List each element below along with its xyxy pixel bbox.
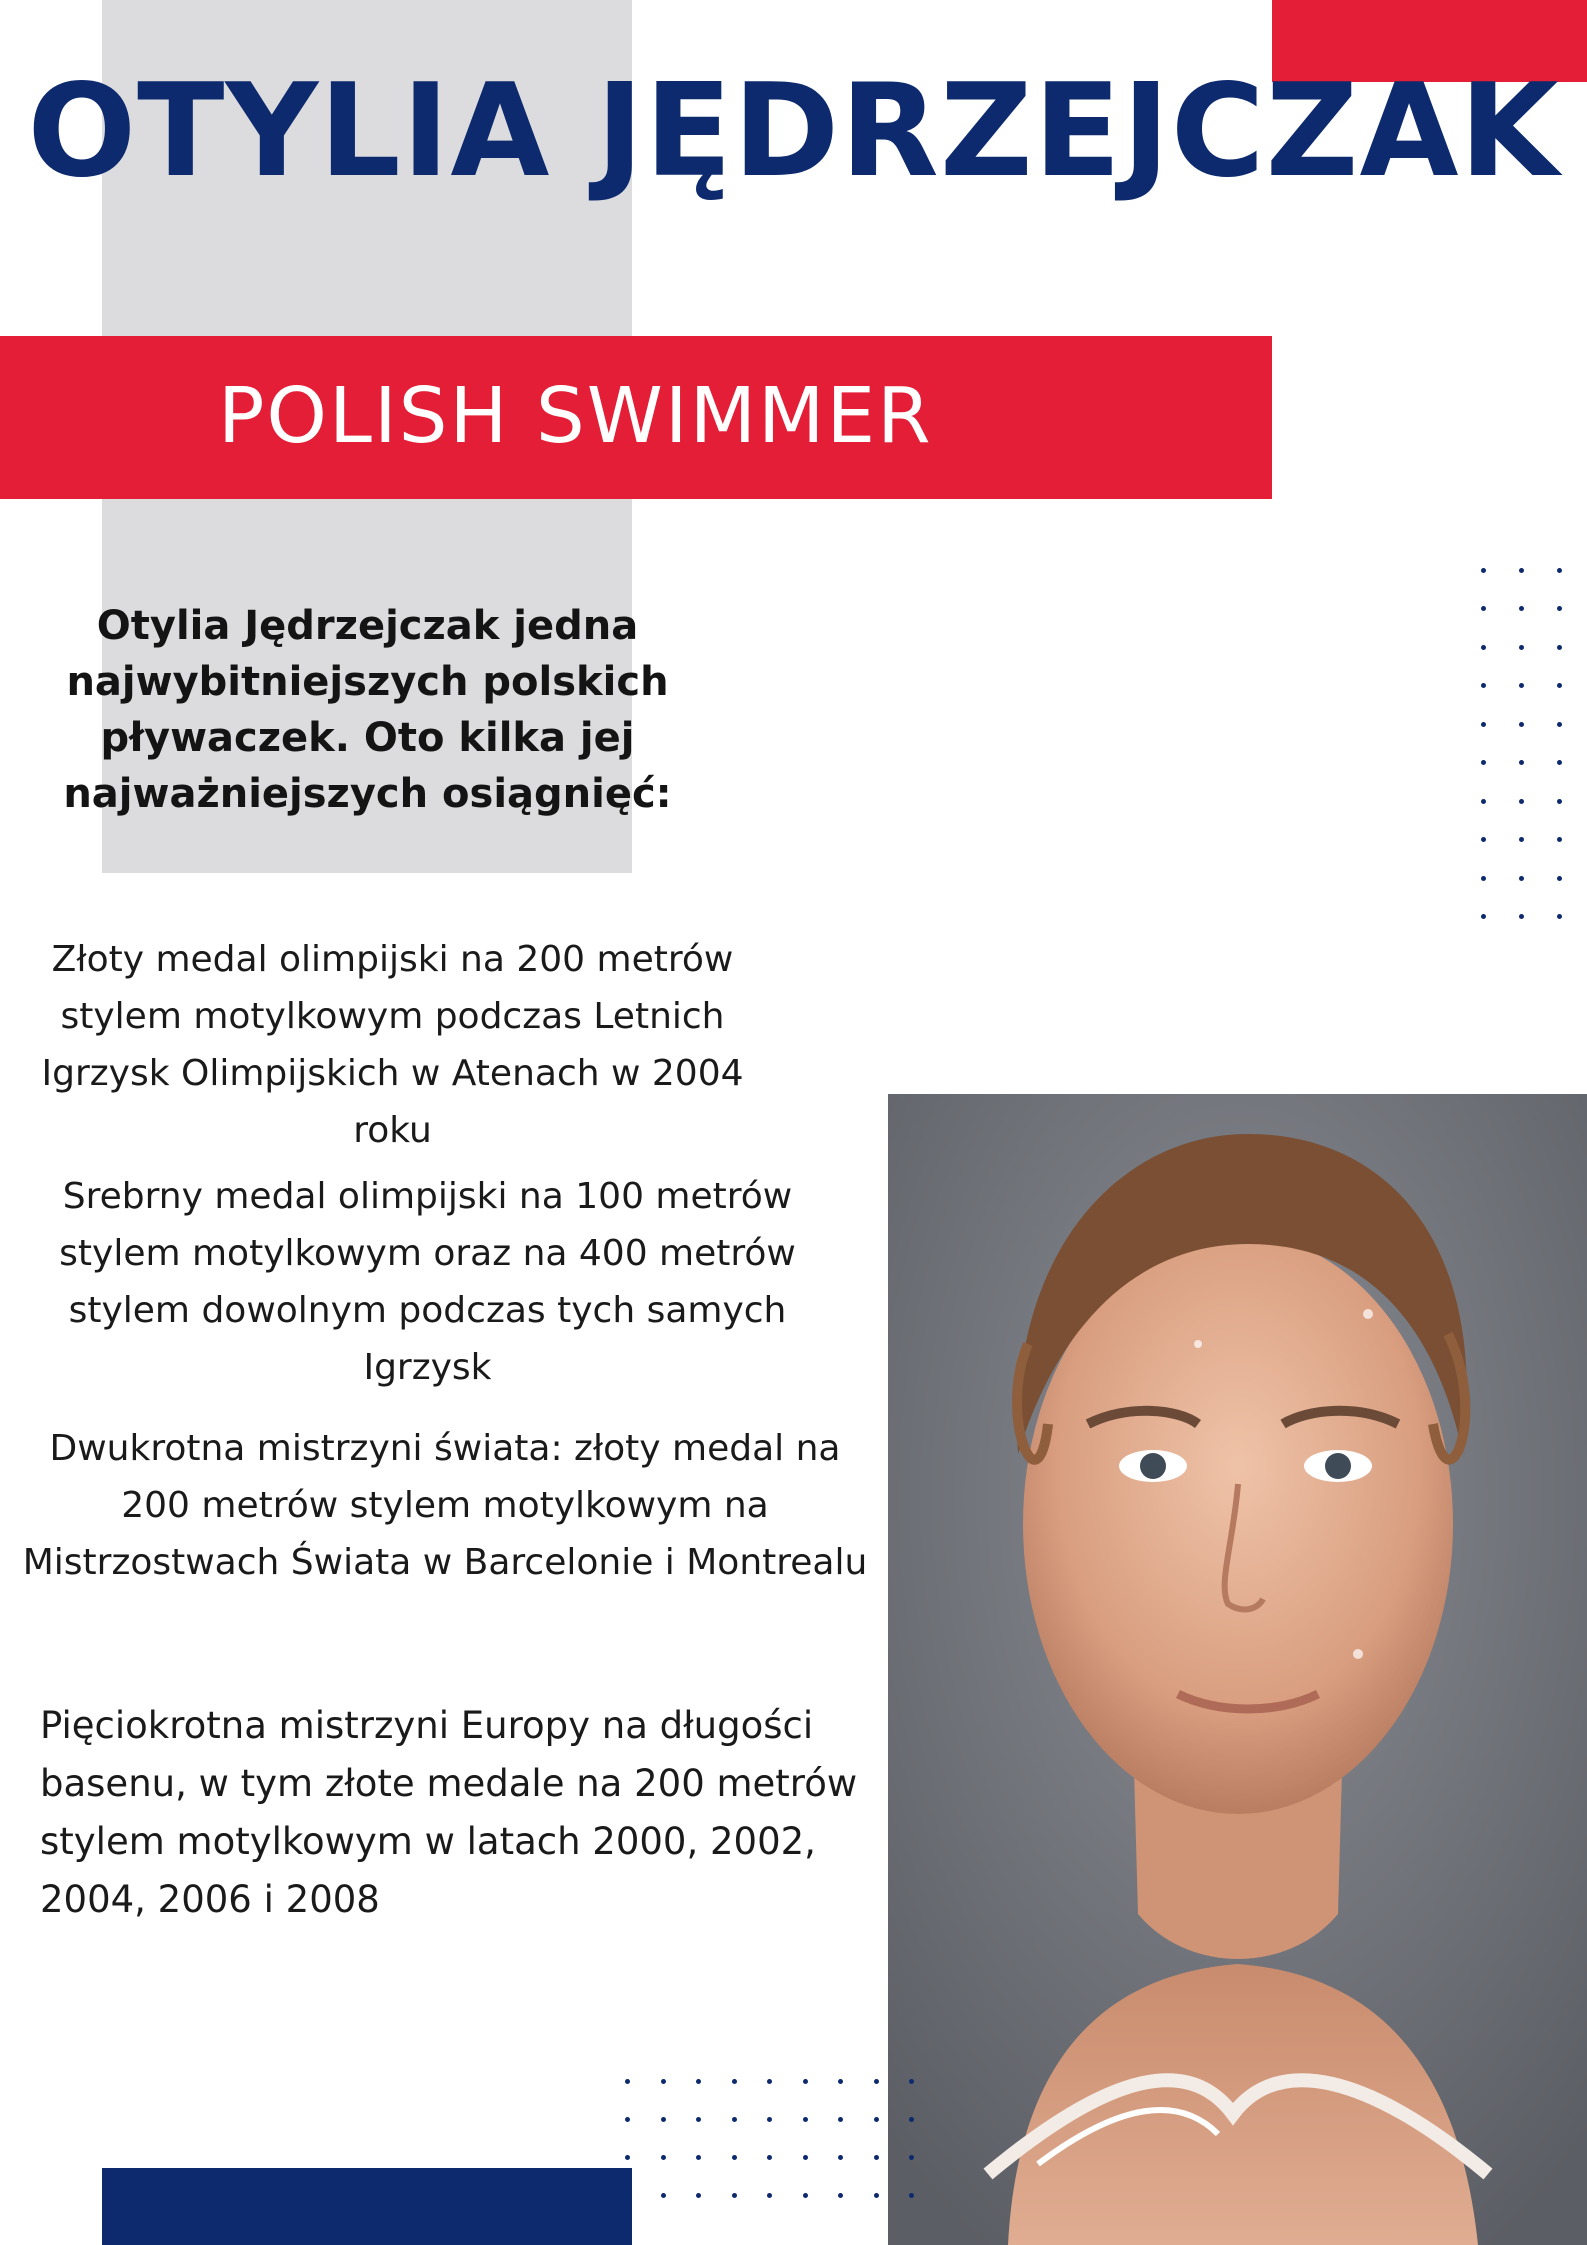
decorative-dot: [1557, 683, 1562, 688]
decorative-dot: [625, 2079, 630, 2084]
dot-pattern-right: [1464, 551, 1587, 936]
dot-pattern-bottom: [610, 2062, 930, 2214]
decorative-dot: [1519, 645, 1524, 650]
decorative-dot: [732, 2117, 737, 2122]
decorative-dot: [661, 2193, 666, 2198]
decorative-dot: [1557, 760, 1562, 765]
decorative-dot: [1519, 799, 1524, 804]
decorative-dot: [1557, 645, 1562, 650]
decorative-dot: [1481, 876, 1486, 881]
decorative-dot: [661, 2117, 666, 2122]
decorative-dot: [1557, 876, 1562, 881]
decorative-dot: [1519, 606, 1524, 611]
decorative-dot: [874, 2079, 879, 2084]
decorative-dot: [1519, 568, 1524, 573]
intro-paragraph: Otylia Jędrzejczak jedna najwybitniejszych polskich pływaczek. Oto kilka jej najważniejszych osiągnięć:: [63, 603, 672, 817]
decorative-dot: [838, 2193, 843, 2198]
decorative-dot: [874, 2155, 879, 2160]
page-title: OTYLIA JĘDRZEJCZAK: [27, 57, 1560, 206]
decorative-dot: [1557, 568, 1562, 573]
decorative-dot: [625, 2117, 630, 2122]
decorative-dot: [1519, 683, 1524, 688]
decorative-dot: [1557, 914, 1562, 919]
decorative-dot: [803, 2079, 808, 2084]
decorative-dot: [1481, 799, 1486, 804]
subtitle: POLISH SWIMMER: [218, 372, 933, 461]
decorative-dot: [803, 2117, 808, 2122]
decorative-dot: [767, 2117, 772, 2122]
decorative-dot: [732, 2155, 737, 2160]
decorative-dot: [767, 2193, 772, 2198]
decorative-dot: [696, 2079, 701, 2084]
decorative-dot: [696, 2117, 701, 2122]
decorative-dot: [838, 2117, 843, 2122]
decorative-dot: [1481, 760, 1486, 765]
decorative-dot: [803, 2193, 808, 2198]
decorative-dot: [767, 2155, 772, 2160]
decorative-dot: [1557, 837, 1562, 842]
decorative-dot: [1519, 914, 1524, 919]
decorative-dot: [625, 2193, 630, 2198]
decorative-dot: [661, 2079, 666, 2084]
decorative-dot: [1557, 606, 1562, 611]
portrait-illustration: [888, 1094, 1587, 2245]
decorative-dot: [1481, 683, 1486, 688]
bottom-navy-bar: [102, 2168, 632, 2245]
decorative-dot: [1519, 722, 1524, 727]
decorative-dot: [1557, 799, 1562, 804]
decorative-dot: [732, 2193, 737, 2198]
decorative-dot: [1481, 914, 1486, 919]
decorative-dot: [1519, 760, 1524, 765]
decorative-dot: [1481, 568, 1486, 573]
decorative-dot: [625, 2155, 630, 2160]
decorative-dot: [838, 2155, 843, 2160]
portrait-photo: [888, 1094, 1587, 2245]
decorative-dot: [874, 2193, 879, 2198]
decorative-dot: [838, 2079, 843, 2084]
decorative-dot: [1481, 606, 1486, 611]
decorative-dot: [1557, 722, 1562, 727]
decorative-dot: [909, 2193, 914, 2198]
decorative-dot: [909, 2155, 914, 2160]
decorative-dot: [1481, 722, 1486, 727]
decorative-dot: [1481, 837, 1486, 842]
decorative-dot: [803, 2155, 808, 2160]
decorative-dot: [1519, 837, 1524, 842]
decorative-dot: [732, 2079, 737, 2084]
decorative-dot: [661, 2155, 666, 2160]
achievement-item: Srebrny medal olimpijski na 100 metrów stylem motylkowym oraz na 400 metrów stylem dowolnym podczas tych samych Igrzysk: [59, 1176, 796, 1388]
decorative-dot: [909, 2079, 914, 2084]
decorative-dot: [1481, 645, 1486, 650]
achievement-item: Pięciokrotna mistrzyni Europy na długości basenu, w tym złote medale na 200 metrów stylem motylkowym w latach 2000, 2002, 2004, 2006 i 2008: [40, 1704, 858, 1921]
decorative-dot: [909, 2117, 914, 2122]
decorative-dot: [767, 2079, 772, 2084]
achievement-item: Złoty medal olimpijski na 200 metrów stylem motylkowym podczas Letnich Igrzysk Olimpijskich w Atenach w 2004 roku: [41, 939, 744, 1151]
decorative-dot: [874, 2117, 879, 2122]
decorative-dot: [696, 2193, 701, 2198]
achievement-item: Dwukrotna mistrzyni świata: złoty medal na 200 metrów stylem motylkowym na Mistrzostwach Świata w Barcelonie i Montrealu: [22, 1428, 868, 1583]
decorative-dot: [1519, 876, 1524, 881]
decorative-dot: [696, 2155, 701, 2160]
